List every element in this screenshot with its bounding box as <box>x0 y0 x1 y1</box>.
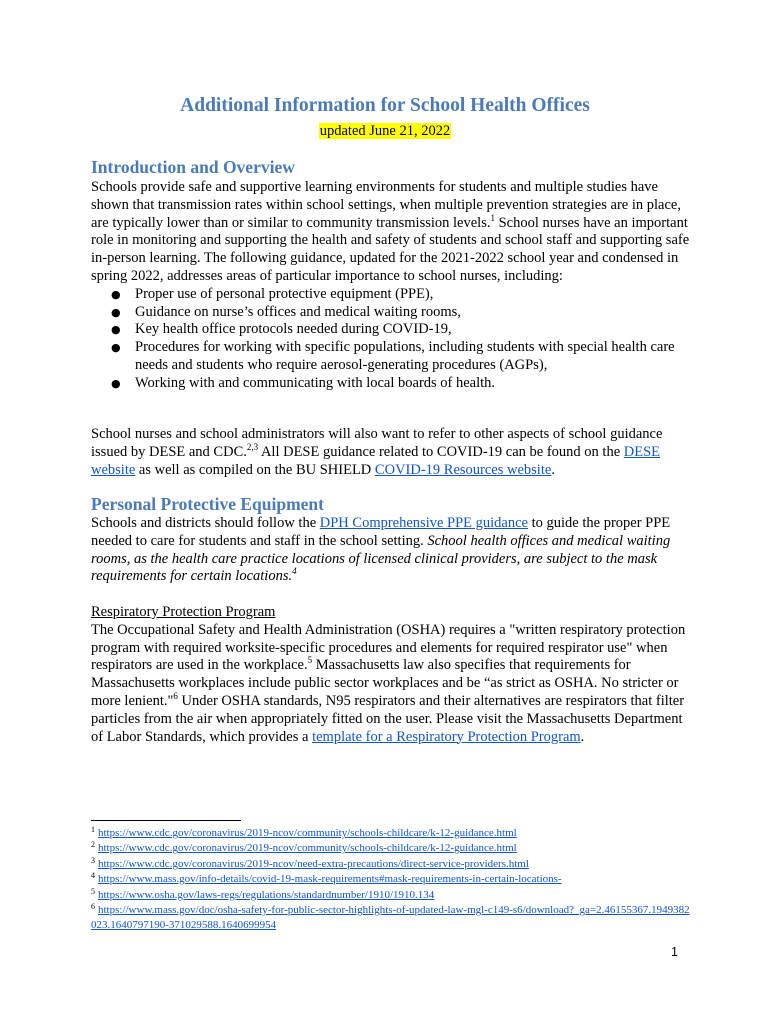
document-title: Additional Information for School Health Offices <box>180 95 590 116</box>
intro-section <box>91 179 691 393</box>
intro-bullet-list <box>91 286 691 393</box>
intro-p2-text-cont: All DESE guidance related to COVID-19 can be found on the <box>258 443 624 460</box>
page-number: 1 <box>671 945 678 959</box>
list-item: ● Guidance on nurse’s offices and medical waiting rooms, <box>91 304 691 322</box>
intro-p2-period: . <box>551 461 555 478</box>
rpp-text-cont: Massachusetts law also specifies that requirements for Massachusetts workplaces include public sector workplaces and be “as strict as OSHA. No stricter or more lenient." <box>91 657 679 709</box>
intro-heading: Introduction and Overview <box>91 157 295 177</box>
rpp-period: . <box>580 728 585 745</box>
ppe-text-cont: to guide the proper PPE needed to care for students and staff in the school setting. <box>91 515 671 549</box>
footnote <box>91 826 691 841</box>
footnote-ref-5[interactable]: 5 <box>307 655 313 666</box>
footnote-divider <box>91 820 241 821</box>
footnote-link[interactable]: https://www.cdc.gov/coronavirus/2019-ncov/need-extra-precautions/direct-service-providers.html <box>98 857 529 870</box>
ppe-italic-text: School health offices and medical waiting rooms, as the health care practice locations of licensed clinical providers, are subject to the mask requirements for certain locations. <box>91 532 671 585</box>
list-item: ● Procedures for working with specific populations, including students with special health care needs and students who require aerosol-generating procedures (AGPs), <box>91 339 691 375</box>
updated-date-highlight: updated June 21, 2022 <box>319 123 451 139</box>
footnote-link[interactable]: https://www.mass.gov/doc/osha-safety-for-public-sector-highlights-of-updated-law-mgl-c149-s6/download?_ga=2.46155367.1949382023.1640797190-371029588.1640699954 <box>91 904 690 932</box>
respiratory-paragraph <box>91 622 691 747</box>
list-item: ● Working with and communicating with local boards of health. <box>91 375 691 393</box>
rpp-text-cont2: Under OSHA standards, N95 respirators and their alternatives are respirators that filter particles from the air when appropriately fitted on the user. Please visit the Massachusetts Department of Labor Standards, which provides a <box>91 692 685 745</box>
ppe-paragraph <box>91 515 691 586</box>
footnote-number: 4 <box>91 871 95 881</box>
footnote-link[interactable]: https://www.osha.gov/laws-regs/regulations/standardnumber/1910/1910.134 <box>98 888 435 901</box>
footnote-link[interactable]: https://www.cdc.gov/coronavirus/2019-ncov/community/schools-childcare/k-12-guidance.html <box>98 842 517 855</box>
footnote-ref-6[interactable]: 6 <box>173 690 178 701</box>
intro-p2-text-cont2: as well as compiled on the BU SHIELD <box>135 461 375 478</box>
respiratory-section <box>91 604 691 746</box>
footnote-ref-4[interactable]: 4 <box>292 566 297 577</box>
footnote-number: 3 <box>91 855 95 865</box>
footnote <box>91 903 691 934</box>
ppe-heading: Personal Protective Equipment <box>91 494 324 514</box>
footnote-ref-2-3[interactable]: 2,3 <box>246 441 259 452</box>
footnote <box>91 841 691 856</box>
respiratory-subheading: Respiratory Protection Program <box>91 604 276 620</box>
footnote-number: 2 <box>91 840 95 850</box>
footnote <box>91 888 691 903</box>
footnote <box>91 872 691 887</box>
footnote-number: 6 <box>91 902 95 912</box>
dese-website-link[interactable]: DESE website <box>91 443 661 478</box>
footnote-number: 5 <box>91 886 95 896</box>
intro-paragraph-2 <box>91 426 691 479</box>
footnote <box>91 857 691 872</box>
intro-p1-text-cont: School nurses have an important role in monitoring and supporting the health and safety of students and school staff and supporting safe in-person learning. The following guidance, updated for the 2021-2022 school year and condensed in spring 2022, addresses areas of particular importance to school nurses, including: <box>91 214 690 284</box>
footnotes <box>91 826 691 934</box>
rpp-template-link[interactable]: template for a Respiratory Protection Program <box>312 728 581 745</box>
intro-p2-text: School nurses and school administrators will also want to refer to other aspects of school guidance issued by DESE and CDC. <box>91 426 663 460</box>
footnote-number: 1 <box>91 825 95 834</box>
dph-ppe-guidance-link[interactable]: DPH Comprehensive PPE guidance <box>319 515 528 531</box>
list-item: ● Proper use of personal protective equipment (PPE), <box>91 286 691 304</box>
footnote-link[interactable]: https://www.cdc.gov/coronavirus/2019-ncov/community/schools-childcare/k-12-guidance.html <box>98 827 517 839</box>
rpp-text: The Occupational Safety and Health Administration (OSHA) requires a "written respiratory protection program with required worksite-specific procedures and elements for required respirator use" when respirators are used in the workplace. <box>91 621 686 674</box>
list-item: ● Key health office protocols needed during COVID-19, <box>91 321 691 339</box>
footnote-link[interactable]: https://www.mass.gov/info-details/covid-19-mask-requirements#mask-requirements-in-certain-locations- <box>98 873 562 886</box>
footnote-ref-1[interactable]: 1 <box>490 212 495 223</box>
updated-date <box>0 122 770 140</box>
covid-resources-link[interactable]: COVID-19 Resources website <box>374 461 552 478</box>
intro-p1-text: Schools provide safe and supportive learning environments for students and multiple studies have shown that transmission rates within school settings, when multiple prevention strategies are in place, are typically lower than or similar to community transmission levels. <box>91 179 681 231</box>
intro-paragraph-1 <box>91 179 691 286</box>
ppe-text: Schools and districts should follow the <box>91 515 320 531</box>
